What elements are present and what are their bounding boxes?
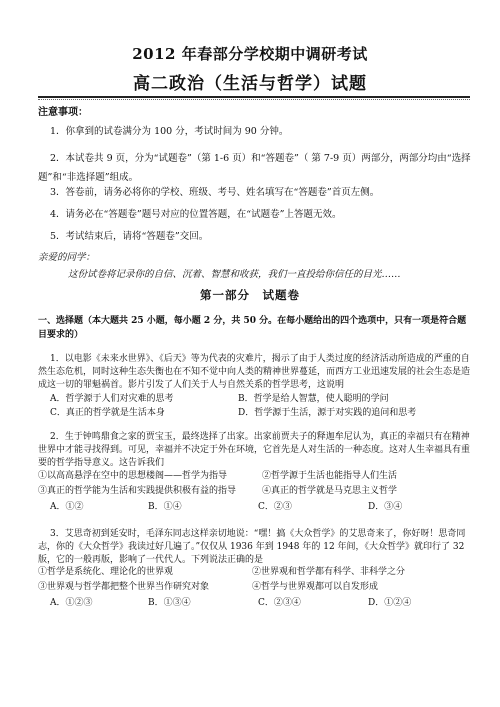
question-1-option-b[interactable]: B．哲学是给人智慧，使人聪明的学问 xyxy=(238,394,389,404)
question-1-option-c[interactable]: C．真正的哲学就是生活本身 xyxy=(50,408,165,418)
question-3-choice-1: ①哲学是系统化、理论化的世界观 xyxy=(38,567,174,577)
note-2: 2．本试卷共 9 页，分为“试题卷”（第 1-6 页）和“答题卷”（ 第 7-9 页）两部分，两部分均由“选择题”和“非选择题”组成。 xyxy=(38,153,471,183)
question-2-choice-2: ②哲学源于生活也能指导人们生活 xyxy=(262,471,398,481)
notes-heading: 注意事项： xyxy=(38,107,88,118)
header-rule-dotted xyxy=(38,99,470,100)
question-3-option-a[interactable]: A．①②③ xyxy=(50,598,93,608)
question-1-option-a[interactable]: A．哲学源于人们对灾难的思考 xyxy=(50,394,174,404)
question-3-option-c[interactable]: C．②③④ xyxy=(258,598,301,608)
question-3-stem: 3．艾思奇初到延安时，毛泽东同志这样亲切地说：“嘿！搞《大众哲学》的艾思奇来了，你好呀！思奇同志，你的《大众哲学》我读过好几遍了。”仅仅从 1936 年到 1948 年的 12 年间，《大众哲学》就印行了 32 版，它的一般再版，影响了一代代人。下列说法正确的是 xyxy=(38,529,466,565)
question-2-option-d[interactable]: D．③④ xyxy=(368,502,403,512)
question-2-choice-4: ④真正的哲学就是马克思主义哲学 xyxy=(262,486,398,496)
question-2-choice-3: ③真正的哲学能为生活和实践提供积极有益的指导 xyxy=(38,486,237,496)
question-2-choice-1: ①以高高悬浮在空中的思想楼阁——哲学为指导 xyxy=(38,471,228,481)
note-1: 1．你拿到的试卷满分为 100 分，考试时间为 90 分钟。 xyxy=(50,126,289,137)
note-4: 4．请务必在“答题卷”题号对应的位置答题，在“试题卷”上答题无效。 xyxy=(50,209,342,220)
question-3-choice-3: ③世界观与哲学都把整个世界当作研究对象 xyxy=(38,582,210,592)
intro-text: 这份试卷将记录你的自信、沉着、智慧和收获，我们一直投给你信任的目光…… xyxy=(68,269,401,280)
question-2-option-c[interactable]: C．②③ xyxy=(258,502,292,512)
note-3: 3．答卷前，请务必将你的学校、班级、考号、姓名填写在“答题卷”首页左侧。 xyxy=(50,187,380,198)
question-3-option-d[interactable]: D．①②④ xyxy=(368,598,412,608)
question-3-choice-2: ②世界观和哲学都有科学、非科学之分 xyxy=(252,567,406,577)
question-2-option-b[interactable]: B．①④ xyxy=(148,502,182,512)
question-1-stem: 1．以电影《未来水世界》、《后天》等为代表的灾难片，揭示了由于人类过度的经济活动所造成的严重的自然生态危机，同时这种生态失衡也在不知不觉中向人类的精神世界蔓延，而西方工业迅速发展的社会生态是造成这一切的罪魁祸首。影片引发了人们关于人与自然关系的哲学思考，这说明 xyxy=(38,354,471,390)
question-2-option-a[interactable]: A．①② xyxy=(50,502,84,512)
greeting: 亲爱的同学： xyxy=(38,252,96,263)
exam-subtitle: 高二政治（生活与哲学）试题 xyxy=(133,74,367,94)
exam-title: 2012 年春部分学校期中调研考试 xyxy=(132,45,368,63)
question-3-option-b[interactable]: B．①③④ xyxy=(148,598,191,608)
section-heading: 一、选择题（本大题共 25 小题，每小题 2 分，共 50 分。在每小题给出的四个选项中，只有一项是符合题目要求的） xyxy=(38,316,467,340)
question-2-stem: 2．生于钟鸣鼎食之家的贾宝玉，最终选择了出家。出家前贾夫子的释迦牟尼认为，真正的幸福只有在精神世界中才能寻找得到。可见，幸福并不决定于外在环境，它首先是人对生活的一种态度。这对人生幸福具有重要的哲学指导意义。这告诉我们 xyxy=(38,432,471,468)
header-rule xyxy=(38,96,470,98)
question-3-choice-4: ④哲学与世界观都可以自发形成 xyxy=(252,582,379,592)
question-1-option-d[interactable]: D．哲学源于生活，源于对实践的追问和思考 xyxy=(238,408,417,418)
note-5: 5．考试结束后，请将“答题卷”交回。 xyxy=(50,231,209,242)
part-title: 第一部分 试题卷 xyxy=(200,288,300,302)
